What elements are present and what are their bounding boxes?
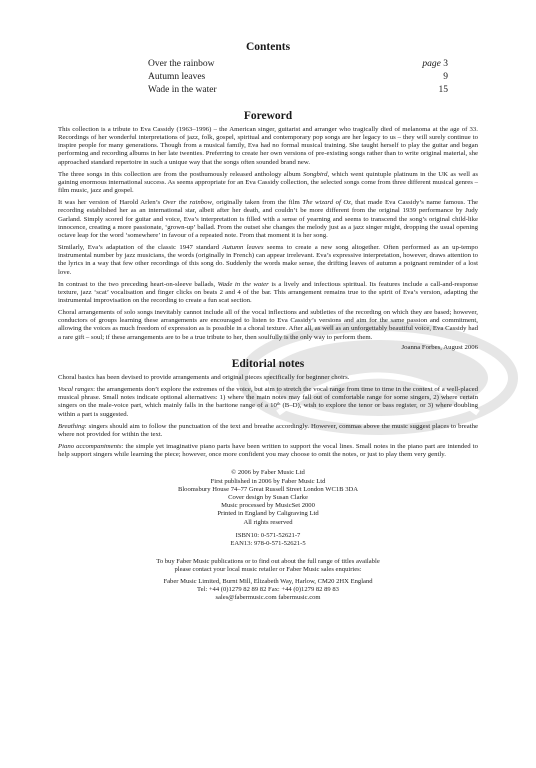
isbn10: ISBN10: 0-571-52621-7 bbox=[235, 531, 301, 539]
credit-line: Bloomsbury House 74–77 Great Russell Street London WC1B 3DA bbox=[177, 485, 359, 493]
toc-item-title: Autumn leaves bbox=[148, 72, 206, 82]
foreword-paragraph-6: Choral arrangements of solo songs inevitably cannot include all of the vocal inflections and subtleties of the recording on which they are based; however, conductors of groups learning these arrangements are encouraged to listen to Eva Cassidy’s versions and aim for the same passion and commitment, allowing the voices as much freedom of expression as is possible in a choral texture. After all, as well as an unforgettably beautiful voice, Eva Cassidy had a rare gift – soul; if these arrangements are to be a true tribute to her, then soulfully is the only way to perform them. bbox=[58, 309, 478, 341]
editorial-vocal-ranges: Vocal ranges: the arrangements don’t explore the extremes of the voice, but aim to stretch the vocal range from time to time in the context of a well-placed musical phrase. Small notes indicate optional alternatives: 1) where the main notes may fall out of comfortable range for some singers, 2) where certain singers on the male-voice part, which mainly falls in the baritone range of a 10ᵗʰ (B–D), wish to explore the tenor or bass register, or 3) where doubling within a part is suggested. bbox=[58, 386, 478, 418]
credit-line: Printed in England by Caligraving Ltd bbox=[217, 510, 319, 518]
publication-credits bbox=[58, 469, 478, 548]
credit-line: Music processed by MusicSet 2000 bbox=[221, 502, 315, 510]
sales-contact bbox=[58, 558, 478, 602]
toc-item-page: 15 bbox=[438, 85, 448, 95]
contact-line: To buy Faber Music publications or to find out about the full range of titles available bbox=[156, 558, 380, 566]
editorial-intro: Choral basics has been devised to provide arrangements and original pieces specifically for beginner choirs. bbox=[58, 373, 350, 381]
ean13: EAN13: 978-0-571-52621-5 bbox=[230, 539, 306, 547]
foreword-paragraph-4: Similarly, Eva’s adaptation of the classic 1947 standard Autumn leaves seems to create a new song altogether. Often performed as an up-tempo instrumental number by jazz musicians, the words (originally in French) can appear irrelevant. Eva’s expressive interpretation, however, draws attention to the lyrics in a way that few other recordings of this song do. Suddenly the words make sense, the drifting leaves of autumn a poignant reminder of a lost love. bbox=[58, 244, 478, 276]
toc-item-title: Over the rainbow bbox=[148, 59, 215, 69]
toc-item[interactable] bbox=[148, 71, 448, 84]
foreword-signature: Joanna Forbes, August 2006 bbox=[401, 343, 478, 351]
toc-item-page: page 3 bbox=[422, 59, 448, 69]
main-content bbox=[58, 40, 478, 602]
foreword-paragraph-5: In contrast to the two preceding heart-on-sleeve ballads, Wade in the water is a lively and infectious spiritual. Its features include a call-and-response texture, jazz ‘scat’ vocalisation and finger clicks on beats 2 and 4 of the bar. This arrangement remains true to the spirit of Eva’s version, adapting the instrumental improvisation on the recording to create a fun scat section. bbox=[58, 280, 478, 304]
credit-line: First published in 2006 by Faber Music Ltd bbox=[210, 477, 326, 485]
contact-line: Faber Music Limited, Burnt Mill, Elizabeth Way, Harlow, CM20 2HX England bbox=[163, 577, 373, 585]
toc-item[interactable] bbox=[148, 58, 448, 71]
editorial-breathing: Breathing: singers should aim to follow the punctuation of the text and breathe accordingly. However, commas above the music suggest places to breathe where not provided for within the text. bbox=[58, 422, 478, 438]
foreword-paragraph-3: It was her version of Harold Arlen’s Over the rainbow, originally taken from the film The wizard of Oz, that made Eva Cassidy’s name famous. The recording established her as an international star, albeit after her death, and couldn’t be more different from the original 1939 performance by Judy Garland. Simply scored for guitar and voice, Eva’s interpretation is filled with a sense of yearning and seems to transcend the song’s original child-like innocence, creating a more passionate, ‘grown-up’ ballad. From the outset she changes the melody just as a jazz singer might, dropping the usual opening octave leap for the word ‘somewhere’ in favour of a repeated note. From that moment it is her song. bbox=[58, 199, 479, 239]
credit-line: All rights reserved bbox=[243, 518, 293, 526]
toc-item-title: Wade in the water bbox=[148, 85, 217, 95]
toc-item[interactable] bbox=[148, 84, 448, 97]
editorial-piano: Piano accompaniments: the simple yet imaginative piano parts have been written to support the vocal lines. Small notes in the piano part are intended to help support singers while learning the piece; however, once more confident you may choose to omit the notes, or just to play them very gently. bbox=[58, 443, 478, 459]
table-of-contents bbox=[148, 58, 448, 97]
contents-heading: Contents bbox=[245, 41, 291, 53]
credit-line: © 2006 by Faber Music Ltd bbox=[231, 469, 305, 477]
foreword-heading: Foreword bbox=[243, 110, 293, 122]
contact-line: Tel: +44 (0)1279 82 89 82 Fax: +44 (0)1279 82 89 83 bbox=[197, 585, 339, 593]
foreword-paragraph-1: This collection is a tribute to Eva Cassidy (1963–1996) – the American singer, guitarist and arranger who tragically died of melanoma at the age of 33. Recordings of her wonderful interpretations of jazz, folk, gospel, spiritual and contemporary pop songs are her legacy to us – they will surely continue to inspire people for many generations. Though from a musical family, Eva had no formal musical training. She taught herself to play the guitar and began performing and recording albums in her late twenties. Preferring to create her own versions of pre-existing songs rather than to write original material, she approached standard repertoire in such a unique way that the songs often sounded brand new. bbox=[58, 126, 478, 166]
editorial-heading: Editorial notes bbox=[231, 357, 305, 370]
contact-line: please contact your local music retailer or Faber Music sales enquiries: bbox=[174, 566, 362, 574]
toc-item-page: 9 bbox=[443, 72, 448, 82]
credit-line: Cover design by Susan Clarke bbox=[228, 493, 308, 501]
contact-email-web[interactable]: sales@fabermusic.com fabermusic.com bbox=[215, 593, 321, 601]
foreword-paragraph-2: The three songs in this collection are from the posthumously released anthology album Songbird, which went quintuple platinum in the UK as well as gaining enormous international success. As seems appropriate for an Eva Cassidy collection, the selected songs come from three different musical genres – film music, jazz and gospel. bbox=[58, 170, 478, 195]
